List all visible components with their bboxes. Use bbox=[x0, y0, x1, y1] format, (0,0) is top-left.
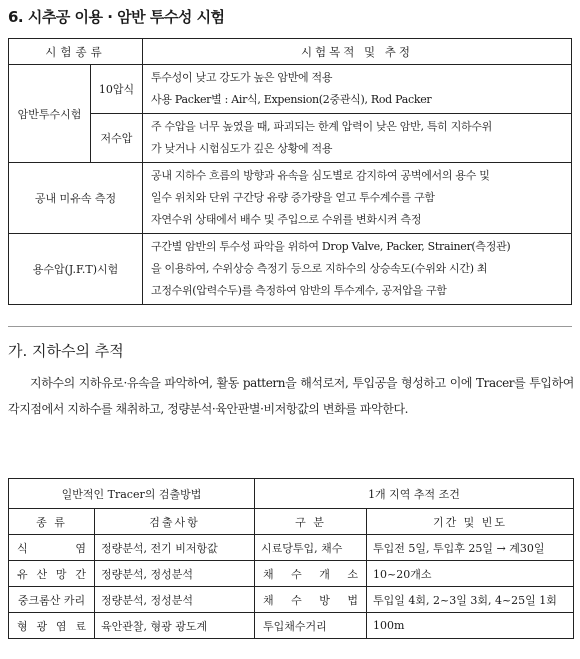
desc-line: 구간별 암반의 투수성 파악을 위하여 Drop Valve, Packer, Strainer(측정관) bbox=[151, 240, 511, 253]
row-label: 공내 미유속 측정 bbox=[9, 163, 143, 234]
row-sub-label: 저수압 bbox=[91, 114, 143, 163]
cell-period: 10~20개소 bbox=[367, 561, 574, 587]
cell-detection: 정량분석, 정성분석 bbox=[95, 587, 255, 613]
table-row bbox=[9, 613, 574, 639]
table-row bbox=[9, 535, 574, 561]
header-test-purpose: 시험목적 및 추정 bbox=[143, 39, 572, 65]
header-tracking-conditions: 1개 지역 추적 조건 bbox=[255, 479, 574, 509]
desc-line: 고정수위(압력수두)를 측정하여 암반의 투수계수, 공저압을 구함 bbox=[151, 284, 447, 297]
desc-line: 일수 위치와 단위 구간당 유량 증가량을 얻고 투수계수를 구함 bbox=[151, 191, 435, 204]
table-row bbox=[9, 561, 574, 587]
permeability-test-table bbox=[8, 38, 572, 305]
cell-period: 투입전 5일, 투입후 25일 → 계30일 bbox=[367, 535, 574, 561]
row-label: 용수압(J.F.T)시험 bbox=[9, 234, 143, 305]
cell-category: 채 수 방 법 bbox=[255, 587, 367, 613]
desc-line: 공내 지하수 흐름의 방향과 유속을 심도별로 감지하여 공벽에서의 용수 및 bbox=[151, 169, 490, 182]
cell-detection: 정량분석, 전기 비저항값 bbox=[95, 535, 255, 561]
cell-category: 투입채수거리 bbox=[255, 613, 367, 639]
body-paragraph: 지하수의 지하유로·유속을 파악하여, 활동 pattern을 해석로저, 투입공을 형성하고 이에 Tracer를 투입하여 각지점에서 지하수를 채취하고, 정량분석·육안판별·비저항값의 변화를 파악한다. bbox=[8, 376, 574, 416]
desc-line: 가 낮거나 시험심도가 깊은 상황에 적용 bbox=[151, 142, 333, 155]
cell-kind: 유 산 망 간 bbox=[9, 561, 95, 587]
desc-line: 을 이용하여, 수위상승 측정기 등으로 지하수의 상승속도(수위와 시간) 최 bbox=[151, 262, 488, 275]
header-category: 구 분 bbox=[255, 509, 367, 535]
desc-line: 투수성이 낮고 강도가 높은 암반에 적용 bbox=[151, 71, 333, 84]
subsection-title: 가. 지하수의 추적 bbox=[8, 342, 124, 360]
cell-category: 채 수 개 소 bbox=[255, 561, 367, 587]
cell-category: 시료당투입, 채수 bbox=[255, 535, 367, 561]
header-period: 기간 및 빈도 bbox=[367, 509, 574, 535]
desc-line: 자연수위 상태에서 배수 및 주입으로 수위를 변화시켜 측정 bbox=[151, 213, 422, 226]
divider bbox=[8, 326, 572, 327]
row-description bbox=[143, 114, 572, 163]
tracer-table bbox=[8, 478, 574, 639]
row-description bbox=[143, 234, 572, 305]
header-kind: 종 류 bbox=[9, 509, 95, 535]
row-group-label: 암반투수시험 bbox=[9, 65, 91, 163]
cell-kind: 중크롬산 카리 bbox=[9, 587, 95, 613]
section-title: 6. 시추공 이용 · 암반 투수성 시험 bbox=[8, 8, 225, 26]
row-description bbox=[143, 65, 572, 114]
row-description bbox=[143, 163, 572, 234]
header-test-type: 시험종류 bbox=[9, 39, 143, 65]
row-sub-label: 10압식 bbox=[91, 65, 143, 114]
cell-period: 투입일 4회, 2~3일 3회, 4~25일 1회 bbox=[367, 587, 574, 613]
cell-detection: 정량분석, 정성분석 bbox=[95, 561, 255, 587]
desc-line: 주 수압을 너무 높였을 때, 파괴되는 한계 압력이 낮은 암반, 특히 지하수위 bbox=[151, 120, 493, 133]
cell-detection: 육안관찰, 형광 광도계 bbox=[95, 613, 255, 639]
cell-period: 100m bbox=[367, 613, 574, 639]
header-detection: 검출사항 bbox=[95, 509, 255, 535]
desc-line: 사용 Packer별 : Air식, Expension(2중관식), Rod Packer bbox=[151, 93, 432, 106]
cell-kind: 형 광 염 료 bbox=[9, 613, 95, 639]
header-tracer-methods: 일반적인 Tracer의 검출방법 bbox=[9, 479, 255, 509]
table-row bbox=[9, 587, 574, 613]
cell-kind: 식 염 bbox=[9, 535, 95, 561]
